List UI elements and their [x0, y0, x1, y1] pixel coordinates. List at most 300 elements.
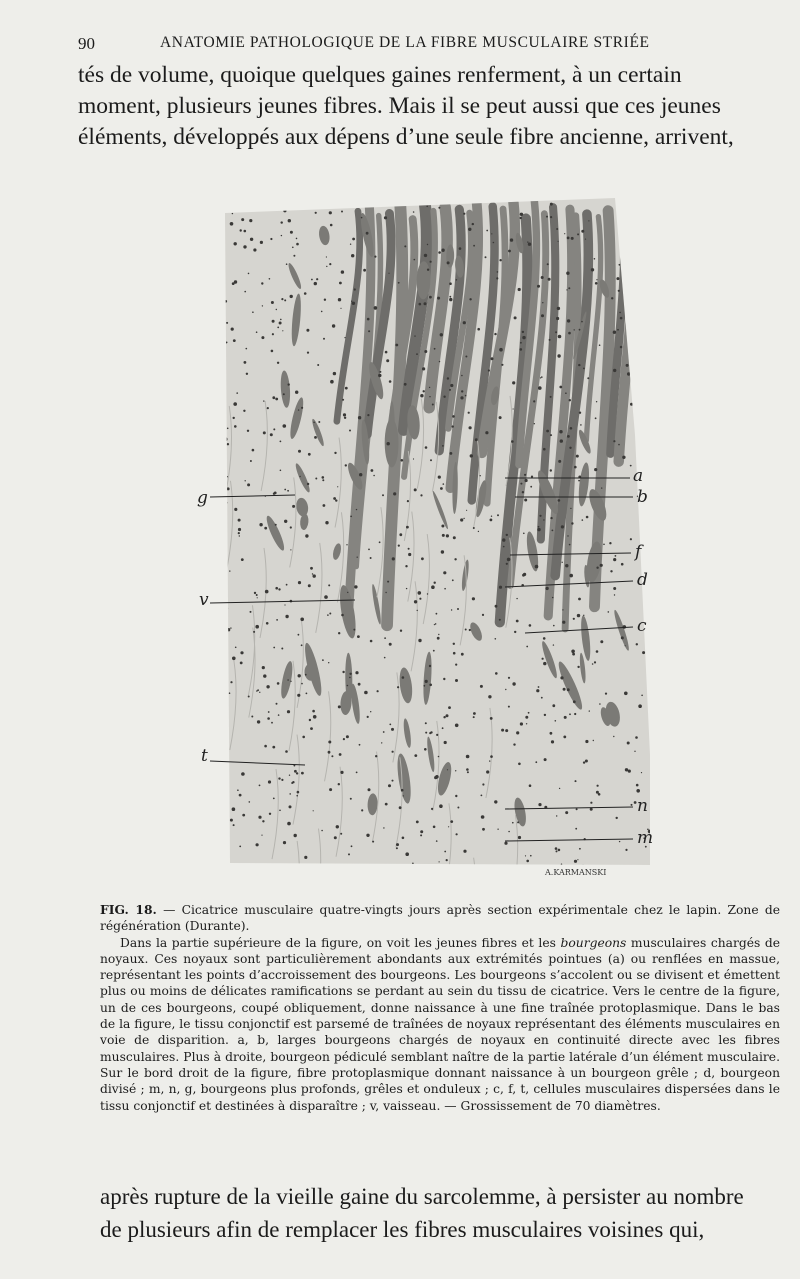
nucleus-dot — [562, 609, 563, 610]
nucleus-dot — [268, 780, 271, 783]
nucleus-dot — [505, 689, 506, 690]
nucleus-dot — [421, 557, 424, 560]
nucleus-dot — [349, 673, 351, 675]
nucleus-dot — [520, 483, 522, 485]
nucleus-dot — [553, 644, 554, 645]
nucleus-dot — [530, 486, 532, 488]
nucleus-dot — [262, 666, 265, 669]
nucleus-dot — [577, 614, 580, 617]
nucleus-dot — [263, 674, 266, 677]
nucleus-dot — [215, 480, 217, 482]
nucleus-dot — [452, 415, 455, 418]
nucleus-dot — [559, 788, 560, 789]
label-m: m — [637, 828, 654, 848]
nucleus-dot — [293, 255, 295, 257]
nucleus-dot — [345, 387, 348, 390]
nucleus-dot — [239, 535, 240, 536]
nucleus-dot — [453, 643, 455, 645]
nucleus-dot — [585, 740, 588, 743]
nucleus-dot — [518, 836, 521, 839]
nucleus-dot — [516, 598, 517, 599]
nucleus-dot — [446, 534, 449, 537]
nucleus-dot — [638, 365, 641, 368]
nucleus-dot — [446, 868, 448, 870]
nucleus-dot — [622, 456, 625, 459]
nucleus-dot — [601, 487, 602, 488]
nucleus-dot — [350, 798, 352, 800]
nucleus-dot — [647, 539, 650, 542]
nucleus-dot — [463, 321, 466, 324]
nucleus-dot — [520, 213, 523, 216]
nucleus-dot — [576, 455, 579, 458]
nucleus-dot — [230, 627, 231, 628]
nucleus-dot — [581, 230, 584, 233]
nucleus-dot — [368, 330, 370, 332]
nucleus-dot — [557, 307, 560, 310]
label-g: g — [197, 488, 208, 508]
nucleus-dot — [294, 834, 297, 837]
nucleus-dot — [542, 658, 544, 660]
nucleus-dot — [547, 263, 549, 265]
nucleus-dot — [652, 539, 655, 542]
nucleus-dot — [424, 302, 427, 305]
nucleus-dot — [556, 317, 559, 320]
nucleus-dot — [250, 238, 253, 241]
nucleus-dot — [341, 270, 344, 273]
nucleus-dot — [264, 527, 267, 530]
nucleus-dot — [240, 651, 243, 654]
nucleus-dot — [571, 650, 575, 654]
nucleus-dot — [420, 394, 423, 397]
nucleus-dot — [331, 203, 334, 206]
nucleus-dot — [333, 200, 335, 202]
nucleus-dot — [558, 849, 561, 852]
nucleus-dot — [611, 297, 613, 299]
nucleus-dot — [343, 738, 345, 740]
nucleus-dot — [482, 614, 484, 616]
nucleus-dot — [478, 531, 479, 532]
caption-text-1: Dans la partie supérieure de la figure, on voit les jeunes fibres et les — [120, 935, 561, 950]
nucleus-dot — [591, 268, 594, 271]
nucleus-dot — [366, 834, 369, 837]
nucleus-dot — [535, 761, 537, 763]
nucleus-dot — [552, 530, 554, 532]
nucleus-dot — [331, 755, 333, 757]
nucleus-dot — [440, 487, 443, 490]
nucleus-dot — [323, 338, 325, 340]
nucleus-dot — [315, 212, 317, 214]
nucleus-dot — [270, 433, 273, 436]
nucleus-dot — [284, 489, 286, 491]
nucleus-dot — [240, 662, 243, 665]
nucleus-dot — [648, 206, 650, 208]
nucleus-dot — [276, 703, 278, 705]
nucleus-dot — [255, 625, 259, 629]
nucleus-dot — [466, 768, 469, 771]
nucleus-dot — [455, 795, 457, 797]
nucleus-dot — [274, 492, 277, 495]
nucleus-dot — [408, 548, 410, 550]
nucleus-dot — [647, 267, 650, 270]
nucleus-dot — [642, 651, 645, 654]
label-t: t — [201, 746, 208, 766]
nucleus-dot — [508, 250, 511, 253]
nucleus-dot — [342, 671, 344, 673]
nucleus-dot — [589, 710, 590, 711]
nucleus-dot — [563, 736, 566, 739]
nucleus-dot — [261, 282, 263, 284]
nucleus-dot — [227, 476, 228, 477]
nucleus-dot — [625, 645, 626, 646]
nucleus-dot — [342, 399, 344, 401]
nucleus-dot — [294, 770, 297, 773]
nucleus-dot — [256, 594, 258, 596]
nucleus-dot — [317, 364, 319, 366]
nucleus-dot — [430, 261, 432, 263]
nucleus-dot — [335, 499, 337, 501]
nucleus-dot — [306, 693, 308, 695]
nucleus-dot — [574, 329, 575, 330]
nucleus-dot — [423, 685, 425, 687]
nucleus-dot — [438, 476, 441, 479]
nucleus-dot — [580, 424, 582, 426]
nucleus-dot — [635, 736, 638, 739]
nucleus-dot — [385, 592, 386, 593]
nucleus-dot — [278, 777, 280, 779]
nucleus-dot — [345, 464, 347, 466]
nucleus-dot — [583, 615, 584, 616]
nucleus-dot — [648, 401, 650, 403]
nucleus-dot — [625, 768, 628, 771]
nucleus-dot — [368, 549, 370, 551]
body-text-top — [78, 60, 758, 153]
nucleus-dot — [433, 826, 436, 829]
nucleus-dot — [261, 835, 262, 836]
nucleus-dot — [252, 449, 255, 452]
nucleus-dot — [520, 348, 523, 351]
nucleus-dot — [540, 377, 541, 378]
nucleus-dot — [328, 741, 331, 744]
nucleus-dot — [351, 254, 354, 257]
nucleus-dot — [241, 772, 245, 776]
nucleus-dot — [416, 353, 418, 355]
caption-text-2: musculaires chargés de noyaux. Ces noyaux sont particulièrement abondants aux extrémités pointues (a) ou renflées en massue, représentant les points d’accroissement des bourgeons. Les bourgeons s’accolent ou se divisent et émettent plus ou moins de délicates ramifications se perdant au sein du tissu de cicatrice. Vers le centre de la figure, un de ces bourgeons, coupé obliquement, donne naissance à une fine traînée protoplasmique. Dans le bas de la figure, le tissu conjonctif est parsemé de traînées de noyaux représentant des éléments musculaires en voie de disparition. a, b, larges bourgeons chargés de noyaux en continuité directe avec les fibres musculaires. Plus à droite, bourgeon pédiculé semblant naître de la partie latérale d’un élément musculaire. Sur le bord droit de la figure, fibre protoplasmique donnant naissance à un bourgeon grêle ; d, bourgeon divisé ; m, n, g, bourgeons plus profonds, grêles et onduleux ; c, f, t, cellules musculaires dispersées dans le tissu conjonctif et destinées à disparaître ; v, vaisseau. — Grossissement de 70 diamètres. — [100, 935, 780, 1113]
nucleus-dot — [559, 386, 562, 389]
nucleus-dot — [339, 282, 342, 285]
nucleus-dot — [514, 631, 516, 633]
nucleus-dot — [522, 491, 524, 493]
nucleus-dot — [287, 679, 289, 681]
nucleus-dot — [379, 541, 381, 543]
nucleus-dot — [401, 459, 404, 462]
nucleus-dot — [468, 228, 471, 231]
nucleus-dot — [233, 402, 237, 406]
nucleus-dot — [599, 703, 601, 705]
figure-label: FIG. 18. — [100, 902, 157, 917]
nucleus-dot — [334, 836, 337, 839]
nucleus-dot — [283, 209, 286, 212]
nucleus-dot — [293, 201, 294, 202]
nucleus-dot — [647, 635, 650, 638]
nucleus-dot — [301, 644, 303, 646]
nucleus-dot — [366, 232, 369, 235]
nucleus-dot — [431, 808, 433, 810]
label-f: f — [635, 542, 642, 562]
caption-title-text: — Cicatrice musculaire quatre-vingts jours après section expérimentale chez le lapin. Zone de régénération (Durante). — [100, 903, 780, 934]
nucleus-dot — [453, 536, 456, 539]
nucleus-dot — [283, 424, 287, 428]
nucleus-dot — [512, 822, 514, 824]
nucleus-dot — [564, 716, 567, 719]
nucleus-dot — [379, 371, 381, 373]
nucleus-dot — [648, 518, 652, 522]
nucleus-dot — [298, 409, 299, 410]
nucleus-dot — [613, 736, 614, 737]
nucleus-dot — [581, 321, 583, 323]
nucleus-dot — [447, 377, 449, 379]
nucleus-dot — [244, 361, 247, 364]
nucleus-dot — [219, 728, 221, 730]
nucleus-dot — [420, 494, 422, 496]
nucleus-dot — [227, 607, 229, 609]
nucleus-dot — [350, 244, 351, 245]
nucleus-dot — [307, 352, 309, 354]
nucleus-dot — [480, 685, 483, 688]
page-header — [78, 28, 758, 56]
nucleus-dot — [436, 734, 438, 736]
nucleus-dot — [318, 421, 320, 423]
nucleus-dot — [244, 291, 246, 293]
nucleus-dot — [467, 771, 469, 773]
nucleus-dot — [301, 683, 303, 685]
nucleus-dot — [276, 619, 278, 621]
nucleus-dot — [256, 331, 258, 333]
nucleus-dot — [596, 567, 598, 569]
nucleus-dot — [396, 843, 399, 846]
nucleus-dot — [404, 245, 406, 247]
nucleus-dot — [595, 282, 598, 285]
nucleus-dot — [640, 259, 642, 261]
nucleus-dot — [594, 258, 596, 260]
nucleus-dot — [491, 357, 494, 360]
nucleus-dot — [292, 247, 294, 249]
nucleus-dot — [221, 732, 224, 735]
nucleus-dot — [576, 808, 578, 810]
nucleus-dot — [358, 683, 361, 686]
nucleus-dot — [646, 509, 647, 510]
nucleus-dot — [567, 435, 570, 438]
nucleus-dot — [416, 821, 419, 824]
nucleus-dot — [259, 523, 262, 526]
nucleus-dot — [232, 807, 236, 811]
nucleus-dot — [287, 710, 290, 713]
nucleus-dot — [249, 801, 251, 803]
nucleus-dot — [555, 847, 558, 850]
nucleus-dot — [252, 311, 254, 313]
nucleus-dot — [280, 319, 282, 321]
nucleus-dot — [525, 716, 528, 719]
nucleus-dot — [619, 841, 620, 842]
nucleus-dot — [285, 615, 288, 618]
nucleus-dot — [440, 333, 443, 336]
nucleus-dot — [530, 855, 532, 857]
nucleus-dot — [505, 729, 508, 732]
nucleus-dot — [526, 646, 528, 648]
nucleus-dot — [654, 298, 657, 301]
nucleus-dot — [313, 574, 316, 577]
nucleus-dot — [486, 770, 489, 773]
label-v: v — [199, 590, 209, 610]
nucleus-dot — [260, 241, 263, 244]
nucleus-dot — [309, 719, 311, 721]
nucleus-dot — [328, 662, 329, 663]
nucleus-dot — [624, 692, 628, 696]
nucleus-dot — [280, 203, 282, 205]
nucleus-dot — [304, 292, 307, 295]
nucleus-dot — [424, 350, 427, 353]
nucleus-dot — [289, 793, 291, 795]
nucleus-dot — [550, 732, 553, 735]
nucleus-dot — [552, 704, 555, 707]
nucleus-dot — [344, 417, 346, 419]
nucleus-dot — [273, 428, 275, 430]
nucleus-dot — [499, 416, 502, 419]
nucleus-dot — [449, 389, 451, 391]
figure-drawing — [197, 195, 665, 885]
nucleus-dot — [405, 852, 409, 856]
nucleus-dot — [569, 544, 571, 546]
nucleus-dot — [237, 789, 239, 791]
nucleus-dot — [559, 430, 562, 433]
nucleus-dot — [552, 597, 554, 599]
nucleus-dot — [441, 525, 444, 528]
nucleus-dot — [497, 829, 498, 830]
nucleus-dot — [556, 228, 558, 230]
nucleus-dot — [583, 368, 585, 370]
nucleus-dot — [496, 277, 498, 279]
nucleus-dot — [414, 754, 417, 757]
nucleus-dot — [449, 298, 452, 301]
nucleus-dot — [414, 335, 415, 336]
nucleus-dot — [229, 692, 231, 694]
nucleus-dot — [279, 810, 281, 812]
nucleus-dot — [636, 784, 639, 787]
nucleus-dot — [468, 412, 470, 414]
nucleus-dot — [385, 204, 387, 206]
nucleus-dot — [520, 722, 523, 725]
nucleus-dot — [414, 600, 417, 603]
nucleus-dot — [455, 724, 459, 728]
nucleus-dot — [232, 657, 236, 661]
nucleus-dot — [250, 611, 252, 613]
nucleus-dot — [217, 623, 219, 625]
nucleus-dot — [577, 859, 578, 860]
nucleus-dot — [441, 550, 444, 553]
nucleus-dot — [553, 625, 555, 627]
nucleus-dot — [493, 242, 495, 244]
nucleus-dot — [339, 753, 342, 756]
nucleus-dot — [570, 508, 571, 509]
nucleus-dot — [427, 269, 429, 271]
nucleus-dot — [630, 242, 633, 245]
nucleus-dot — [503, 546, 505, 548]
nucleus-dot — [649, 205, 651, 207]
nucleus-dot — [307, 483, 309, 485]
nucleus-dot — [453, 652, 456, 655]
nucleus-dot — [256, 843, 259, 846]
nucleus-dot — [634, 751, 635, 752]
nucleus-dot — [565, 564, 568, 567]
nucleus-dot — [574, 713, 576, 715]
nucleus-dot — [225, 300, 228, 303]
nucleus-dot — [251, 716, 253, 718]
nucleus-dot — [568, 287, 570, 289]
nucleus-dot — [229, 570, 230, 571]
nucleus-dot — [233, 417, 235, 419]
nucleus-dot — [290, 526, 292, 528]
nucleus-dot — [442, 534, 445, 537]
nucleus-dot — [430, 459, 432, 461]
nucleus-dot — [329, 263, 331, 265]
nucleus-dot — [364, 691, 368, 695]
nucleus-dot — [266, 685, 269, 688]
nucleus-dot — [233, 824, 235, 826]
nucleus-dot — [569, 399, 571, 401]
nucleus-dot — [538, 803, 541, 806]
nucleus-dot — [495, 605, 498, 608]
histology-figure — [197, 195, 665, 885]
nucleus-dot — [603, 544, 605, 546]
nucleus-dot — [314, 436, 317, 439]
nucleus-dot — [455, 664, 457, 666]
nucleus-dot — [592, 663, 594, 665]
nucleus-dot — [234, 425, 237, 428]
nucleus-dot — [404, 383, 407, 386]
nucleus-dot — [434, 582, 436, 584]
nucleus-dot — [465, 395, 467, 397]
nucleus-dot — [243, 245, 246, 248]
nucleus-dot — [388, 784, 391, 787]
nucleus-dot — [571, 237, 574, 240]
nucleus-dot — [531, 476, 533, 478]
nucleus-dot — [420, 830, 423, 833]
nucleus-dot — [367, 414, 369, 416]
nucleus-dot — [537, 285, 540, 288]
nucleus-dot — [457, 807, 459, 809]
nucleus-dot — [461, 390, 463, 392]
nucleus-dot — [325, 521, 328, 524]
nucleus-dot — [448, 706, 451, 709]
nucleus-dot — [542, 302, 543, 303]
nucleus-dot — [227, 428, 229, 430]
nucleus-dot — [419, 303, 422, 306]
nucleus-dot — [427, 244, 428, 245]
nucleus-dot — [593, 740, 594, 741]
nucleus-dot — [482, 867, 484, 869]
nucleus-dot — [283, 841, 286, 844]
nucleus-dot — [541, 276, 544, 279]
nucleus-dot — [472, 223, 474, 225]
nucleus-dot — [565, 811, 568, 814]
nucleus-dot — [570, 427, 573, 430]
nucleus-dot — [466, 510, 467, 511]
nucleus-dot — [495, 672, 498, 675]
nucleus-dot — [627, 372, 630, 375]
nucleus-dot — [528, 243, 531, 246]
nucleus-dot — [398, 545, 400, 547]
nucleus-dot — [447, 769, 448, 770]
caption-title — [100, 902, 780, 935]
